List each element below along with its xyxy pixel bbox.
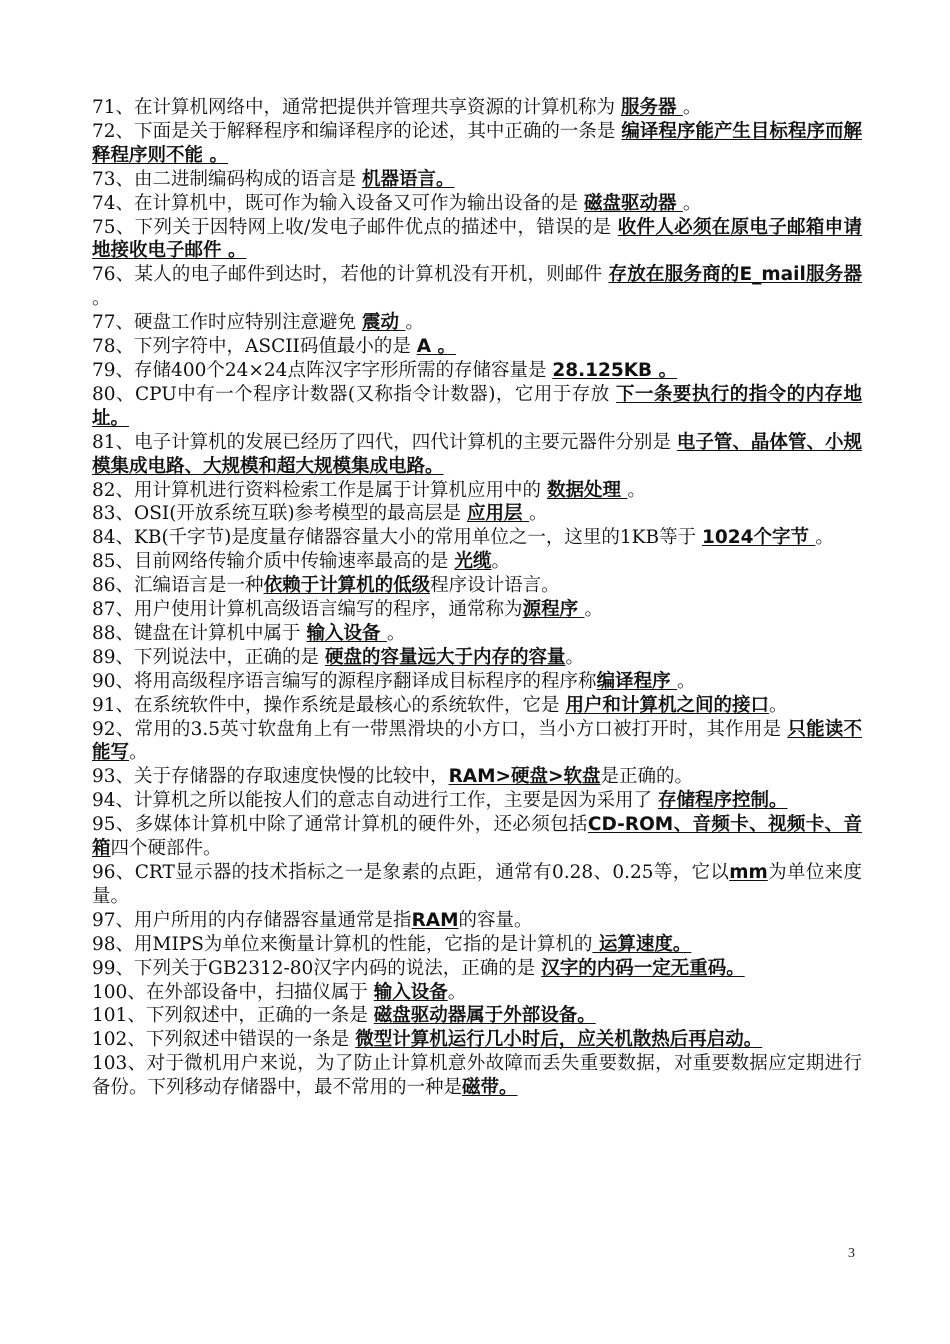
question-text: 、键盘在计算机中属于 <box>115 622 307 644</box>
question-item <box>92 1004 862 1028</box>
answer-text: 震动 <box>361 312 406 334</box>
question-tail: 。 <box>565 646 584 668</box>
question-text: 、下列关于因特网上收/发电子邮件优点的描述中，错误的是 <box>115 216 618 238</box>
question-number: 101 <box>92 1005 128 1027</box>
question-number: 83 <box>92 503 116 525</box>
question-number: 89 <box>92 646 116 668</box>
answer-text: 存储程序控制。 <box>657 790 788 812</box>
question-text: 、OSI(开放系统互联)参考模型的最高层是 <box>115 503 468 525</box>
question-text: 、用计算机进行资料检索工作是属于计算机应用中的 <box>115 479 547 501</box>
question-text: 、存储400个24×24点阵汉字字形所需的存储容量是 <box>115 359 553 381</box>
question-text: 、下列说法中，正确的是 <box>115 646 325 668</box>
answer-text: 机器语言。 <box>361 168 455 190</box>
question-text: 、由二进制编码构成的语言是 <box>115 168 362 190</box>
answer-text: 汉字的内码一定无重码。 <box>541 957 745 979</box>
question-item <box>92 168 862 192</box>
answer-text: 输入设备 <box>306 622 387 644</box>
question-number: 103 <box>92 1053 128 1075</box>
question-text: 、某人的电子邮件到达时，若他的计算机没有开机，则邮件 <box>115 264 609 286</box>
question-number: 88 <box>92 622 116 644</box>
question-item <box>92 263 862 311</box>
question-item <box>92 96 862 120</box>
answer-text: RAM>硬盘>软盘 <box>448 766 601 788</box>
question-text: 、下列字符中，ASCII码值最小的是 <box>115 336 417 358</box>
question-tail: 。 <box>447 981 467 1003</box>
question-item <box>92 598 862 622</box>
answer-text: 收件人必须在原电子邮箱申请地接收电子邮件 。 <box>92 216 862 262</box>
question-list <box>92 96 862 1100</box>
question-text: 、在外部设备中，扫描仪属于 <box>127 981 374 1003</box>
answer-text: 只能读不能写 <box>92 718 862 764</box>
question-number: 75 <box>92 216 116 238</box>
answer-text: 应用层 <box>467 503 529 525</box>
question-text: 、目前网络传输介质中传输速率最高的是 <box>115 551 455 573</box>
question-number: 92 <box>92 718 116 740</box>
question-tail: 。 <box>815 527 834 549</box>
answer-text: 用户和计算机之间的接口 <box>565 694 769 716</box>
answer-text: 微型计算机运行几小时后，应关机散热后再启动。 <box>355 1029 763 1051</box>
answer-text: 硬盘的容量远大于内存的容量 <box>324 646 566 668</box>
question-text: 、常用的3.5英寸软盘角上有一带黑滑块的小方口，当小方口被打开时，其作用是 <box>115 718 788 740</box>
answer-text: A 。 <box>416 336 456 358</box>
question-tail: 。 <box>768 694 788 716</box>
answer-text: 28.125KB 。 <box>552 359 678 381</box>
answer-text: 1024个字节 <box>701 527 816 549</box>
question-item <box>92 909 862 933</box>
question-text: 、下列关于GB2312-80汉字内码的说法，正确的是 <box>115 957 542 979</box>
question-tail: 程序设计语言。 <box>430 575 560 597</box>
question-text: 、汇编语言是一种 <box>115 575 264 597</box>
question-item <box>92 981 862 1005</box>
question-number: 80 <box>92 383 116 405</box>
question-text: 、对于微机用户来说，为了防止计算机意外故障而丢失重要数据，对重要数据应定期进行备份。下列移动存储器中，最不常用的一种是 <box>92 1053 862 1099</box>
answer-text: 磁盘驱动器属于外部设备。 <box>373 1005 596 1027</box>
question-number: 84 <box>92 527 116 549</box>
question-number: 100 <box>92 981 128 1003</box>
answer-text: 下一条要执行的指令的内存地址。 <box>92 383 862 429</box>
question-item <box>92 383 862 431</box>
question-number: 86 <box>92 575 116 597</box>
question-tail: 。 <box>528 503 548 525</box>
answer-text: 运算速度。 <box>592 933 692 955</box>
question-tail: 。 <box>129 742 148 764</box>
question-item <box>92 957 862 981</box>
answer-text: 磁带。 <box>462 1077 518 1099</box>
question-text: 、用户使用计算机高级语言编写的程序，通常称为 <box>115 599 523 621</box>
question-item <box>92 526 862 550</box>
question-tail: 。 <box>405 312 424 334</box>
question-text: 、硬盘工作时应特别注意避免 <box>115 312 362 334</box>
question-number: 99 <box>92 957 116 979</box>
question-tail: 为单位来度量。 <box>92 862 862 907</box>
question-item <box>92 359 862 383</box>
question-item <box>92 861 862 909</box>
answer-text: 依赖于计算机的低级 <box>263 575 431 597</box>
question-text: 、计算机之所以能按人们的意志自动进行工作，主要是因为采用了 <box>115 790 658 812</box>
question-text: 、用MIPS为单位来衡量计算机的性能，它指的是计算机的 <box>115 933 593 955</box>
question-item <box>92 1052 862 1100</box>
question-number: 96 <box>92 862 116 883</box>
answer-text: 磁盘驱动器 <box>583 192 683 214</box>
question-text: 、CRT显示器的技术指标之一是象素的点距，通常有0.28、0.25等，它以 <box>115 862 730 883</box>
question-tail: 。 <box>386 622 406 644</box>
question-number: 95 <box>92 814 116 836</box>
answer-text: 编译程序能产生目标程序而解释程序则不能 。 <box>92 120 862 166</box>
question-item <box>92 789 862 813</box>
question-number: 85 <box>92 551 116 573</box>
question-item <box>92 120 862 168</box>
question-number: 74 <box>92 192 116 214</box>
question-number: 97 <box>92 909 116 931</box>
answer-text: CD-ROM、音频卡、视频卡、音箱 <box>92 814 862 860</box>
question-item <box>92 718 862 766</box>
answer-text: 存放在服务商的E_mail服务器 <box>608 264 862 286</box>
question-text: 、在计算机网络中，通常把提供并管理共享资源的计算机称为 <box>115 97 621 118</box>
question-tail: 四个硬部件。 <box>110 838 222 860</box>
answer-text: 源程序 <box>522 599 585 621</box>
answer-text: 光缆 <box>454 551 492 573</box>
question-tail: 。 <box>491 551 510 573</box>
question-number: 73 <box>92 168 116 190</box>
question-number: 76 <box>92 264 116 286</box>
question-text: 、下面是关于解释程序和编译程序的论述，其中正确的一条是 <box>115 120 622 142</box>
question-tail: 是正确的。 <box>600 766 694 788</box>
question-number: 79 <box>92 359 116 381</box>
question-number: 77 <box>92 312 116 334</box>
question-item <box>92 479 862 503</box>
question-text: 、在系统软件中，操作系统是最核心的系统软件，它是 <box>115 694 566 716</box>
question-item <box>92 694 862 718</box>
question-item <box>92 646 862 670</box>
page-number: 3 <box>848 1246 855 1261</box>
question-tail: 。 <box>677 670 696 692</box>
question-item <box>92 550 862 574</box>
question-tail: 。 <box>682 192 702 214</box>
question-text: 、用户所用的内存储器容量通常是指 <box>115 909 412 931</box>
question-text: 、多媒体计算机中除了通常计算机的硬件外，还必须包括 <box>115 814 588 836</box>
question-text: 、CPU中有一个程序计数器(又称指令计数器)，它用于存放 <box>115 383 617 405</box>
question-number: 91 <box>92 694 116 716</box>
question-text: 、在计算机中，既可作为输入设备又可作为输出设备的是 <box>115 192 584 214</box>
question-item <box>92 502 862 526</box>
answer-text: RAM <box>411 909 459 931</box>
question-number: 72 <box>92 120 116 142</box>
question-item <box>92 622 862 646</box>
question-number: 78 <box>92 336 116 358</box>
question-tail: 的容量。 <box>458 909 533 931</box>
question-item <box>92 311 862 335</box>
question-tail: 。 <box>682 97 702 118</box>
question-number: 71 <box>92 97 116 118</box>
question-text: 、下列叙述中错误的一条是 <box>127 1029 356 1051</box>
question-tail: 。 <box>92 288 111 310</box>
question-item <box>92 933 862 957</box>
question-number: 87 <box>92 599 116 621</box>
question-item <box>92 813 862 861</box>
question-text: 、电子计算机的发展已经历了四代，四代计算机的主要元器件分别是 <box>115 431 677 453</box>
question-text: 、下列叙述中，正确的一条是 <box>127 1005 374 1027</box>
question-number: 98 <box>92 933 116 955</box>
question-number: 93 <box>92 766 116 788</box>
question-number: 90 <box>92 670 116 692</box>
question-number: 82 <box>92 479 116 501</box>
question-item <box>92 670 862 694</box>
answer-text: 电子管、晶体管、小规模集成电路、大规模和超大规模集成电路。 <box>92 431 862 477</box>
question-text: 、KB(千字节)是度量存储器容量大小的常用单位之一，这里的1KB等于 <box>115 527 702 549</box>
answer-text: 服务器 <box>620 97 683 118</box>
question-item <box>92 335 862 359</box>
question-item <box>92 431 862 479</box>
answer-text: 编译程序 <box>596 670 678 692</box>
question-text: 、将用高级程序语言编写的源程序翻译成目标程序的程序称 <box>115 670 597 692</box>
answer-text: mm <box>729 862 768 883</box>
question-tail: 。 <box>627 479 646 501</box>
answer-text: 输入设备 <box>373 981 448 1003</box>
question-number: 102 <box>92 1029 128 1051</box>
question-text: 、关于存储器的存取速度快慢的比较中， <box>115 766 449 788</box>
question-item <box>92 192 862 216</box>
question-tail: 。 <box>584 599 604 621</box>
answer-text: 数据处理 <box>546 479 628 501</box>
question-number: 81 <box>92 431 116 453</box>
question-item <box>92 1028 862 1052</box>
question-item <box>92 216 862 264</box>
question-number: 94 <box>92 790 116 812</box>
question-item <box>92 574 862 598</box>
question-item <box>92 765 862 789</box>
